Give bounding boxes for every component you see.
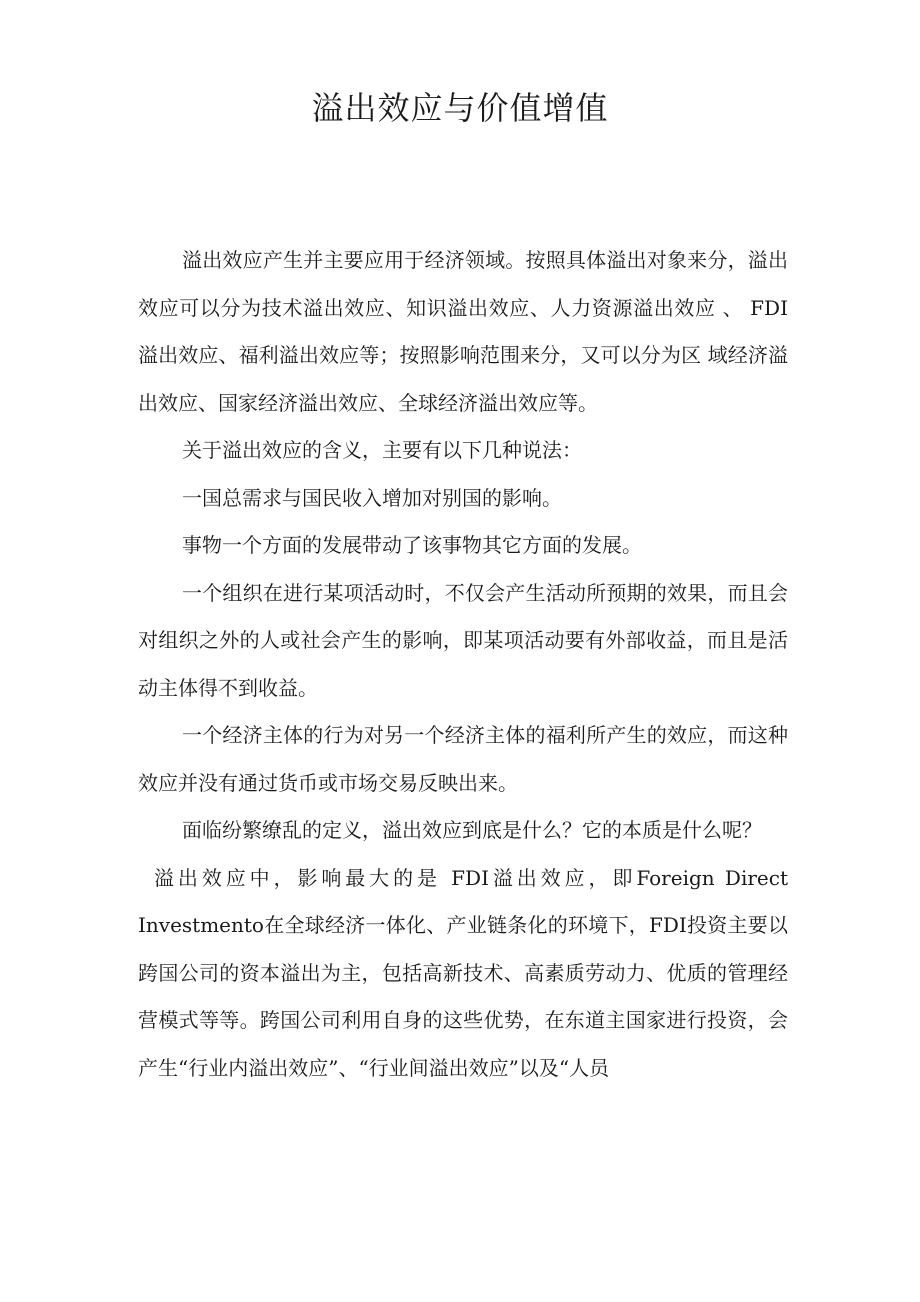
document-title: 溢出效应与价值增值 <box>311 89 609 127</box>
paragraph-definition-1: 一国总需求与国民收入增加对别国的影响。 <box>182 485 562 510</box>
paragraph-definition-4: 一个经济主体的行为对另一个经济主体的福利所产生的效应，而这种效应并没有通过货币或市场交易反映出来。 <box>138 723 788 795</box>
paragraph-fdi-spillover: 溢出效应中，影响最大的是 FDI溢出效应，即Foreign Direct Investmento在全球经济一体化、产业链条化的环境下，FDI投资主要以跨国公司的资本溢出为主，包括高新技术、高素质劳动力、优质的管理经营模式等等。跨国公司利用自身的这些优势，在东道主国家进行投资，会产生“行业内溢出效应”、“行业间溢出效应”以及“人员 <box>138 865 788 1080</box>
paragraph-essence-question: 面临纷繁缭乱的定义，溢出效应到底是什么？它的本质是什么呢？ <box>182 818 762 842</box>
paragraph-spillover-overview: 溢出效应产生并主要应用于经济领域。按照具体溢出对象来分，溢出效应可以分为技术溢出效应、知识溢出效应、人力资源溢出效应 、 FDI溢出效应、福利溢出效应等；按照影响范围来分，又可以分为区 域经济溢出效应、国家经济溢出效应、全球经济溢出效应等。 <box>138 248 788 415</box>
paragraph-definition-2: 事物一个方面的发展带动了该事物其它方面的发展。 <box>182 533 642 557</box>
document-body <box>138 237 788 1092</box>
paragraph-definitions-intro: 关于溢出效应的含义，主要有以下几种说法： <box>182 438 582 462</box>
paragraph-definition-3: 一个组织在进行某项活动时，不仅会产生活动所预期的效果，而且会对组织之外的人或社会产生的影响，即某项活动要有外部收益，而且是活动主体得不到收益。 <box>138 580 788 700</box>
